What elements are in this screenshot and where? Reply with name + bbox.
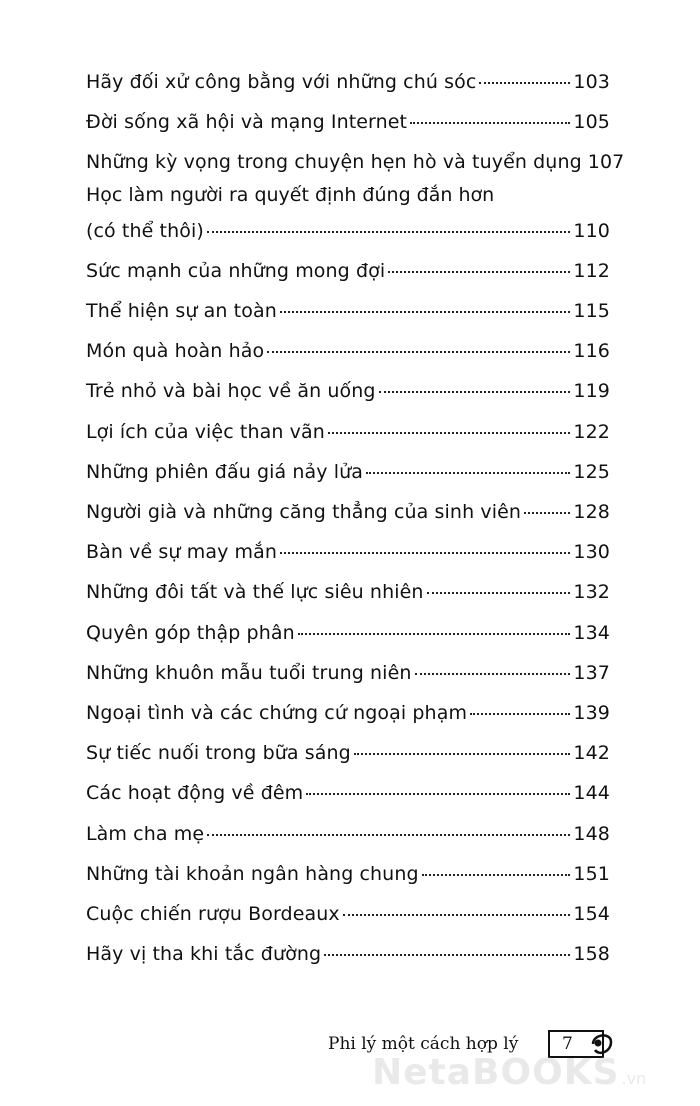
toc-entry-page-number: 116 [573,340,610,363]
toc-entry-page-number: 134 [573,621,610,644]
dot-leader [267,351,570,353]
toc-entry-page-number: 119 [573,380,610,403]
dot-leader [524,512,570,514]
toc-entry-title: Đời sống xã hội và mạng Internet [86,111,408,134]
toc-entry-title: Món quà hoàn hảo [86,340,265,363]
dot-leader [427,592,571,594]
toc-entry-title: Những phiên đấu giá nảy lửa [86,460,364,483]
toc-entry-title: Quyên góp thập phân [86,621,295,644]
toc-entry [86,339,610,363]
toc-entry [86,540,610,564]
dot-leader [298,633,571,635]
toc-entry-page-number: 105 [573,111,610,134]
toc-entry-page-number: 144 [573,782,610,805]
toc-entry-page-number: 154 [573,903,610,925]
dot-leader [328,432,571,434]
toc-entry [86,219,610,243]
dot-leader [366,472,570,474]
toc-entry [86,822,610,846]
dot-leader [479,82,570,84]
dot-leader [354,753,571,755]
toc-entry-title: Bàn về sự may mắn [86,541,278,564]
toc-entry-title: Hãy đối xử công bằng với những chú sóc [86,71,477,93]
toc-entry [86,701,610,725]
dot-leader [410,122,570,124]
toc-entry [86,781,610,805]
watermark-domain-suffix: .vn [621,1069,647,1088]
toc-entry [86,259,610,283]
dot-leader [280,311,571,313]
running-footer-book-title: Phi lý một cách hợp lý [328,1034,519,1054]
toc-entry-title-line1: Học làm người ra quyết định đúng đắn hơn [86,183,495,206]
toc-entry-title: Trẻ nhỏ và bài học về ăn uống [86,380,376,403]
toc-entry-title: Cuộc chiến rượu Bordeaux [86,903,340,925]
dot-leader [422,874,571,876]
toc-entry-title: Làm cha mẹ [86,822,205,845]
toc-entry [86,460,610,484]
toc-entry [86,500,610,524]
toc-entry-page-number: 130 [573,541,610,564]
toc-entry-page-number: 122 [573,420,610,443]
toc-entry [86,110,610,134]
watermark-logo-text: NetaBOOKS [372,1052,620,1093]
dot-leader [388,271,570,273]
toc-entry-title: Các hoạt động về đêm [86,782,304,805]
dot-leader [207,231,571,233]
toc-entry-title: Những kỳ vọng trong chuyện hẹn hò và tuyển dụng [86,151,582,174]
toc-entry-page-number: 125 [573,460,610,483]
toc-entry-title: Ngoại tình và các chứng cứ ngoại phạm [86,702,468,724]
dot-leader [306,793,570,795]
toc-entry-page-number: 107 [587,151,625,174]
toc-entry-page-number: 142 [573,742,610,765]
toc-entry-page-number: 110 [573,219,610,242]
toc-entry-title: Lợi ích của việc than vãn [86,420,325,443]
toc-entry [86,902,610,926]
toc-entry-title: Hãy vị tha khi tắc đường [86,943,322,966]
dot-leader [280,552,570,554]
toc-entry [86,621,610,645]
dot-leader [343,914,571,916]
toc-entry-page-number: 132 [573,581,610,604]
toc-entry [86,70,610,94]
toc-entry [86,420,610,444]
toc-entry-title: Những đôi tất và thế lực siêu nhiên [86,581,424,604]
toc-entry-title: (có thể thôi) [86,219,204,242]
toc-entry-page-number: 139 [573,702,610,724]
toc-entry-page-number: 148 [573,822,610,845]
dot-leader [415,673,571,675]
toc-entry [86,741,610,765]
toc-entry-page-number: 115 [573,300,610,322]
toc-entry-page-number: 112 [573,259,610,282]
toc-entry [86,942,610,966]
toc-entry-page-number: 103 [573,71,610,93]
dot-leader [379,391,571,393]
toc-entry [86,862,610,886]
dot-leader [207,834,570,836]
toc-entry [86,379,610,403]
toc-entry-title: Những khuôn mẫu tuổi trung niên [86,661,412,684]
toc-entry-page-number: 158 [573,943,610,966]
watermark [372,1052,646,1093]
toc-entry [86,299,610,323]
toc-entry [86,661,610,685]
toc-entry [86,150,625,174]
toc-entry-title: Người già và những căng thẳng của sinh viên [86,501,522,523]
dot-leader [324,954,570,956]
dot-leader [470,713,570,715]
toc-entry-page-number: 137 [573,661,610,684]
page-number: 7 [562,1034,573,1054]
toc-entry-title: Sự tiếc nuối trong bữa sáng [86,742,351,765]
toc-entry [86,580,610,604]
toc-entry-page-number: 128 [573,501,610,523]
toc-entry-page-number: 151 [573,862,610,885]
toc-entry-title: Những tài khoản ngân hàng chung [86,862,419,885]
toc-entry-title: Sức mạnh của những mong đợi [86,259,386,282]
toc-entry-title: Thể hiện sự an toàn [86,300,277,322]
